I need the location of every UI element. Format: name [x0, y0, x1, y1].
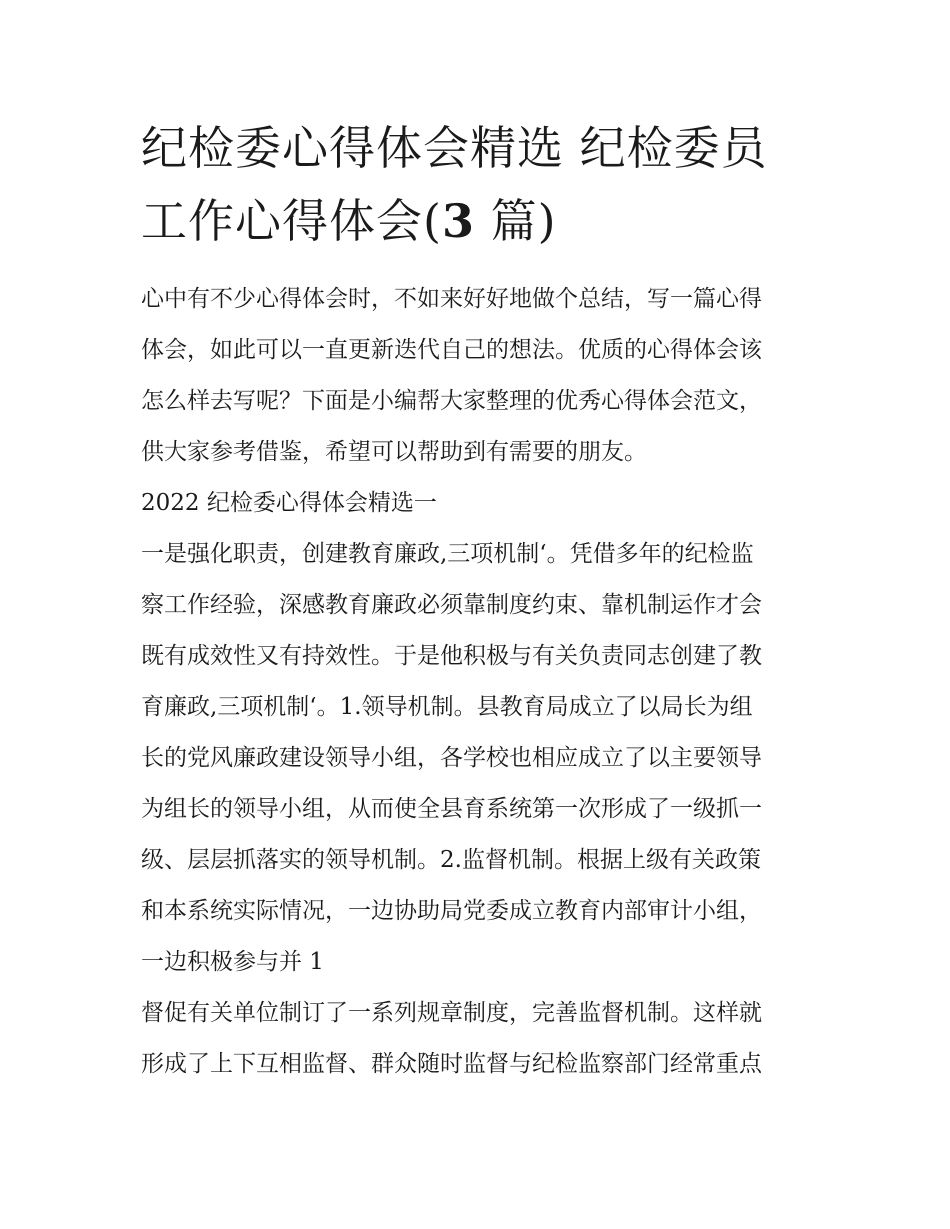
title-line-2-text: 工作心得体会(	[141, 194, 442, 248]
body-line: 既有成效性又有持效性。于是他积极与有关负责同志创建了教	[141, 643, 762, 669]
title-line-2	[141, 185, 813, 258]
document-page	[141, 112, 813, 1090]
intro-line: 怎么样去写呢？下面是小编帮大家整理的优秀心得体会范文，	[141, 388, 762, 414]
body-line: 督促有关单位制订了一系列规章制度，完善监督机制。这样就	[141, 1000, 762, 1026]
body-line: 级、层层抓落实的领导机制。2.监督机制。根据上级有关政策	[141, 847, 761, 873]
title-line-2-suffix: 篇)	[474, 194, 557, 248]
body-line: 一是强化职责，创建教育廉政,三项机制‘。凭借多年的纪检监	[141, 541, 754, 567]
body-paragraph	[141, 529, 813, 1090]
body-line: 为组长的领导小组，从而使全县育系统第一次形成了一级抓一	[141, 796, 762, 822]
body-line: 形成了上下互相监督、群众随时监督与纪检监察部门经常重点	[141, 1051, 762, 1077]
body-line: 察工作经验，深感教育廉政必须靠制度约束、靠机制运作才会	[141, 592, 762, 618]
body-line: 一边积极参与并 1	[141, 949, 324, 975]
intro-line: 供大家参考借鉴，希望可以帮助到有需要的朋友。	[141, 439, 647, 465]
section-heading: 2022 纪检委心得体会精选一	[141, 490, 437, 516]
body-line: 长的党风廉政建设领导小组，各学校也相应成立了以主要领导	[141, 745, 762, 771]
intro-paragraph	[141, 274, 813, 478]
title-line-1: 纪检委心得体会精选 纪检委员	[141, 121, 768, 175]
document-title	[141, 112, 813, 258]
intro-line: 心中有不少心得体会时，不如来好好地做个总结，写一篇心得	[141, 286, 762, 312]
intro-line: 体会，如此可以一直更新迭代自己的想法。优质的心得体会该	[141, 337, 762, 363]
body-line: 育廉政,三项机制‘。1.领导机制。县教育局成立了以局长为组	[141, 694, 753, 720]
body-line: 和本系统实际情况，一边协助局党委成立教育内部审计小组，	[141, 898, 762, 924]
title-count: 3	[441, 194, 475, 248]
